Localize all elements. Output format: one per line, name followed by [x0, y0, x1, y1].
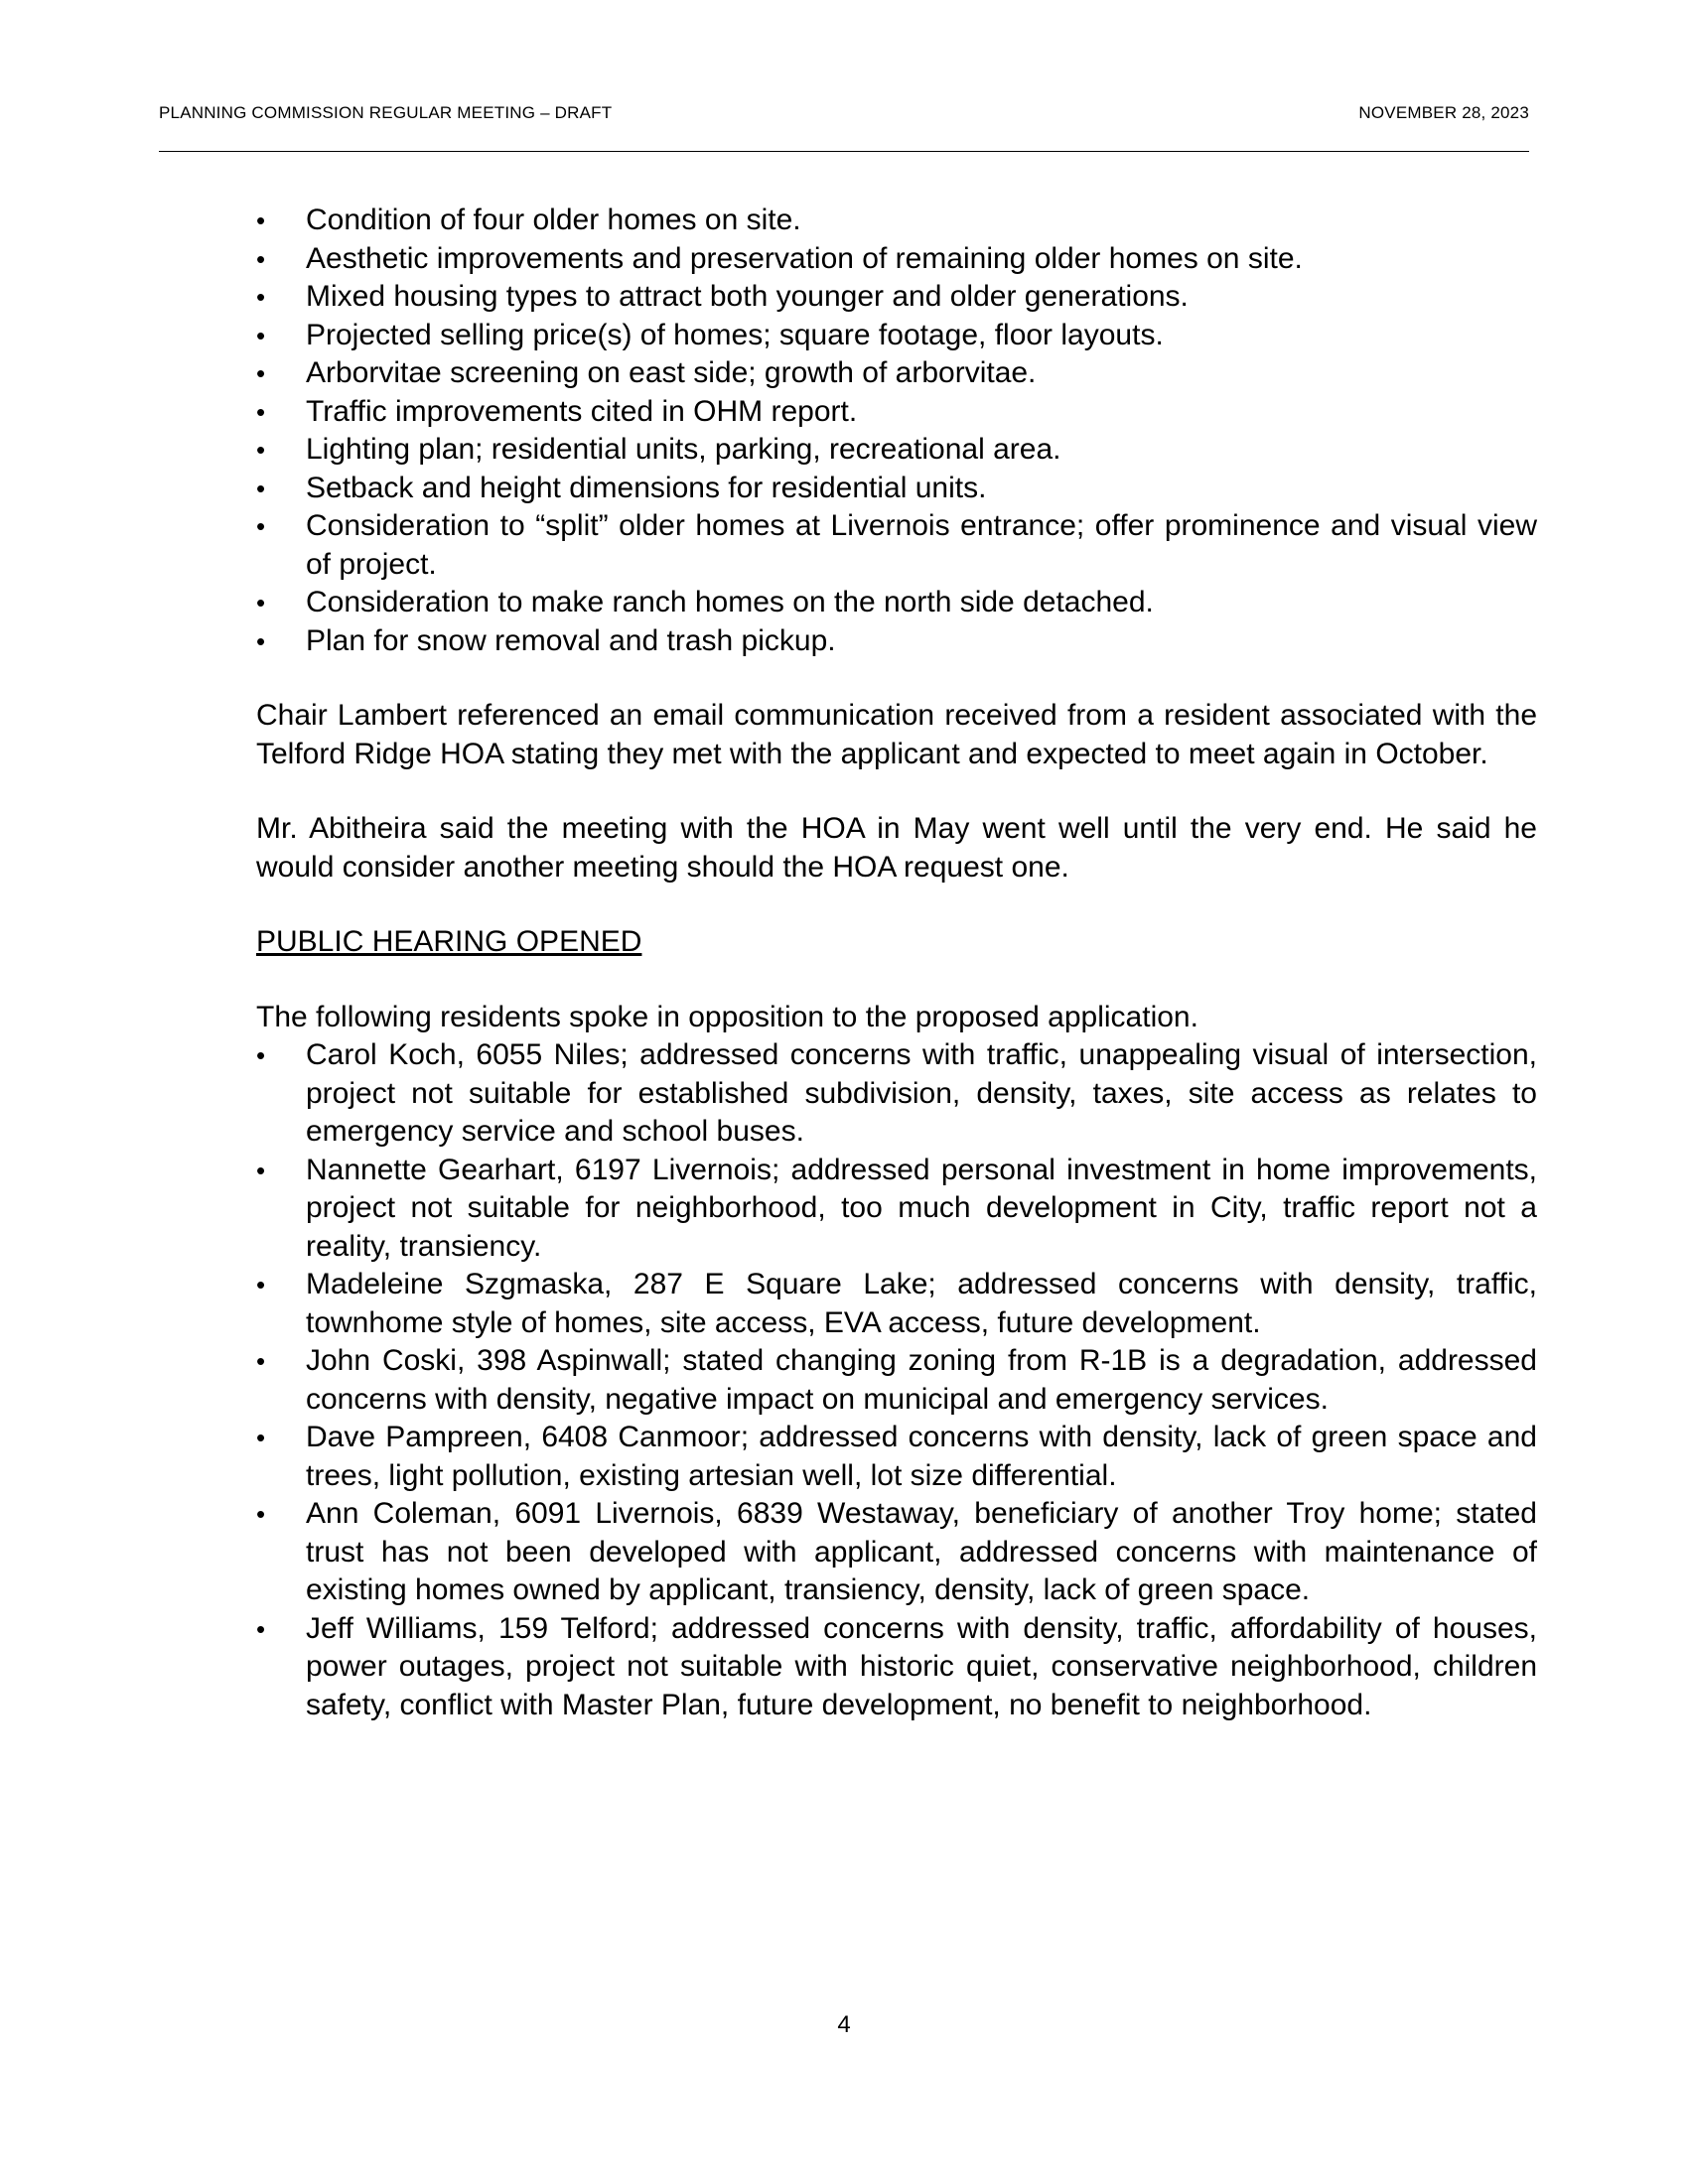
public-hearing-intro: The following residents spoke in opposition to the proposed application.	[256, 1000, 1198, 1033]
list-item: • Consideration to “split” older homes at Livernois entrance; offer prominence and visual view of project.	[256, 507, 1537, 584]
list-item: • Aesthetic improvements and preservation of remaining older homes on site.	[256, 240, 1537, 279]
public-hearing-heading: PUBLIC HEARING OPENED	[256, 925, 642, 958]
list-item: • Plan for snow removal and trash pickup.	[256, 622, 1537, 661]
header-meeting-title: PLANNING COMMISSION REGULAR MEETING – DRAFT	[159, 103, 613, 122]
list-item: • Lighting plan; residential units, parking, recreational area.	[256, 431, 1537, 470]
page-header	[159, 103, 1529, 152]
speaker-item: • Ann Coleman, 6091 Livernois, 6839 Westaway, beneficiary of another Troy home; stated trust has not been developed with applicant, addressed concerns with maintenance of existing homes owned by applicant, transiency, density, lack of green space.	[256, 1495, 1537, 1610]
speaker-item: • Dave Pampreen, 6408 Canmoor; addressed concerns with density, lack of green space and trees, light pollution, existing artesian well, lot size differential.	[256, 1419, 1537, 1495]
discussion-points-list	[256, 202, 1537, 660]
speaker-item: • Madeleine Szgmaska, 287 E Square Lake; addressed concerns with density, traffic, townhome style of homes, site access, EVA access, future development.	[256, 1266, 1537, 1342]
document-body	[256, 202, 1537, 1724]
list-item: • Setback and height dimensions for residential units.	[256, 470, 1537, 508]
abitheira-paragraph: Mr. Abitheira said the meeting with the HOA in May went well until the very end. He said he would consider another meeting should the HOA request one.	[256, 812, 1537, 884]
list-item: • Projected selling price(s) of homes; square footage, floor layouts.	[256, 317, 1537, 355]
page-number: 4	[837, 2011, 851, 2038]
speaker-item: • John Coski, 398 Aspinwall; stated changing zoning from R-1B is a degradation, addressed concerns with density, negative impact on municipal and emergency services.	[256, 1342, 1537, 1419]
chair-lambert-paragraph: Chair Lambert referenced an email communication received from a resident associated with the Telford Ridge HOA stating they met with the applicant and expected to meet again in October.	[256, 699, 1537, 770]
speaker-item: • Nannette Gearhart, 6197 Livernois; addressed personal investment in home improvements, project not suitable for neighborhood, too much development in City, traffic report not a reality, transiency.	[256, 1152, 1537, 1267]
list-item: • Consideration to make ranch homes on the north side detached.	[256, 584, 1537, 622]
list-item: • Condition of four older homes on site.	[256, 202, 1537, 240]
list-item: • Mixed housing types to attract both younger and older generations.	[256, 278, 1537, 317]
list-item: • Arborvitae screening on east side; growth of arborvitae.	[256, 354, 1537, 393]
speakers-list	[256, 1036, 1537, 1724]
speaker-item: • Jeff Williams, 159 Telford; addressed concerns with density, traffic, affordability of houses, power outages, project not suitable with historic quiet, conservative neighborhood, children safety, conflict with Master Plan, future development, no benefit to neighborhood.	[256, 1610, 1537, 1725]
speaker-item: • Carol Koch, 6055 Niles; addressed concerns with traffic, unappealing visual of intersection, project not suitable for established subdivision, density, taxes, site access as relates to emergency service and school buses.	[256, 1036, 1537, 1152]
header-date: NOVEMBER 28, 2023	[1358, 103, 1529, 122]
list-item: • Traffic improvements cited in OHM report.	[256, 393, 1537, 432]
